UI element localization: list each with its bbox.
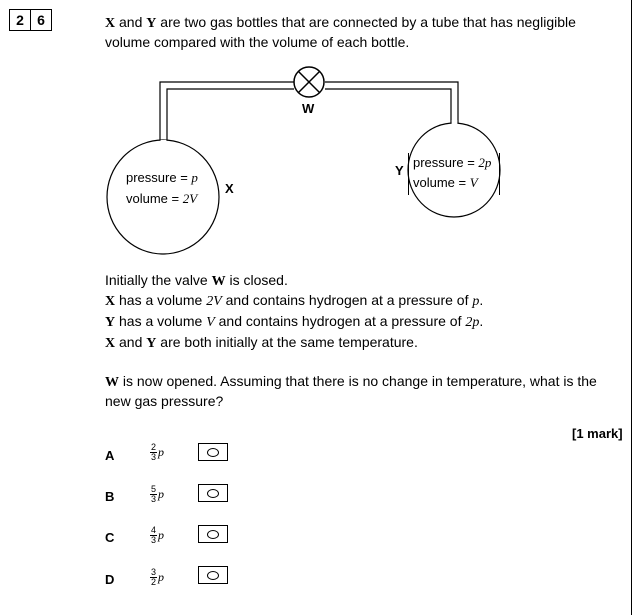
- option-d-value: 3 2 p: [151, 567, 165, 587]
- option-c-letter: C: [105, 530, 115, 545]
- oval-icon: [207, 530, 219, 539]
- bottle-x-pressure: pressure = p: [126, 170, 198, 185]
- option-d-letter: D: [105, 572, 115, 587]
- tube-right-outer: [325, 82, 458, 124]
- oval-icon: [207, 571, 219, 580]
- bottle-y-volume: volume = V: [413, 175, 478, 190]
- bottle-x-label: X: [225, 181, 234, 196]
- gas-bottles-diagram: [0, 0, 639, 270]
- option-d-answer-box[interactable]: [198, 566, 228, 584]
- option-b-letter: B: [105, 489, 115, 504]
- bottle-y-pressure: pressure = 2p: [413, 155, 492, 170]
- option-c-answer-box[interactable]: [198, 525, 228, 543]
- option-a-value: 2 3 p: [151, 442, 165, 462]
- intro-line-2: volume compared with the volume of each bottle.: [105, 34, 410, 50]
- valve-label: W: [302, 101, 315, 116]
- option-b-answer-box[interactable]: [198, 484, 228, 502]
- condition-line-2: X has a volume 2V and contains hydrogen at a pressure of p.: [105, 292, 484, 309]
- prompt-line-2: new gas pressure?: [105, 393, 224, 409]
- tube-left-outer: [160, 82, 294, 145]
- option-b-value: 5 3 p: [151, 484, 165, 504]
- bottle-x-volume: volume = 2V: [126, 191, 198, 206]
- question-number-digit-1: 2: [9, 9, 31, 31]
- option-c-value: 4 3 p: [151, 525, 165, 545]
- condition-line-3: Y has a volume V and contains hydrogen at a pressure of 2p.: [105, 313, 484, 330]
- option-a-letter: A: [105, 448, 115, 463]
- question-number-digit-2: 6: [30, 9, 52, 31]
- condition-line-4: X and Y are both initially at the same temperature.: [105, 334, 418, 351]
- tube-right-inner: [325, 89, 451, 124]
- oval-icon: [207, 489, 219, 498]
- option-a-answer-box[interactable]: [198, 443, 228, 461]
- intro-line-1: X and Y are two gas bottles that are connected by a tube that has negligible: [105, 14, 576, 31]
- bottle-y-label: Y: [395, 163, 404, 178]
- oval-icon: [207, 448, 219, 457]
- tube-left-inner: [167, 89, 294, 145]
- prompt-line-1: W is now opened. Assuming that there is no change in temperature, what is the: [105, 373, 597, 390]
- condition-line-1: Initially the valve W is closed.: [105, 272, 288, 289]
- mark-label: [1 mark]: [572, 426, 623, 441]
